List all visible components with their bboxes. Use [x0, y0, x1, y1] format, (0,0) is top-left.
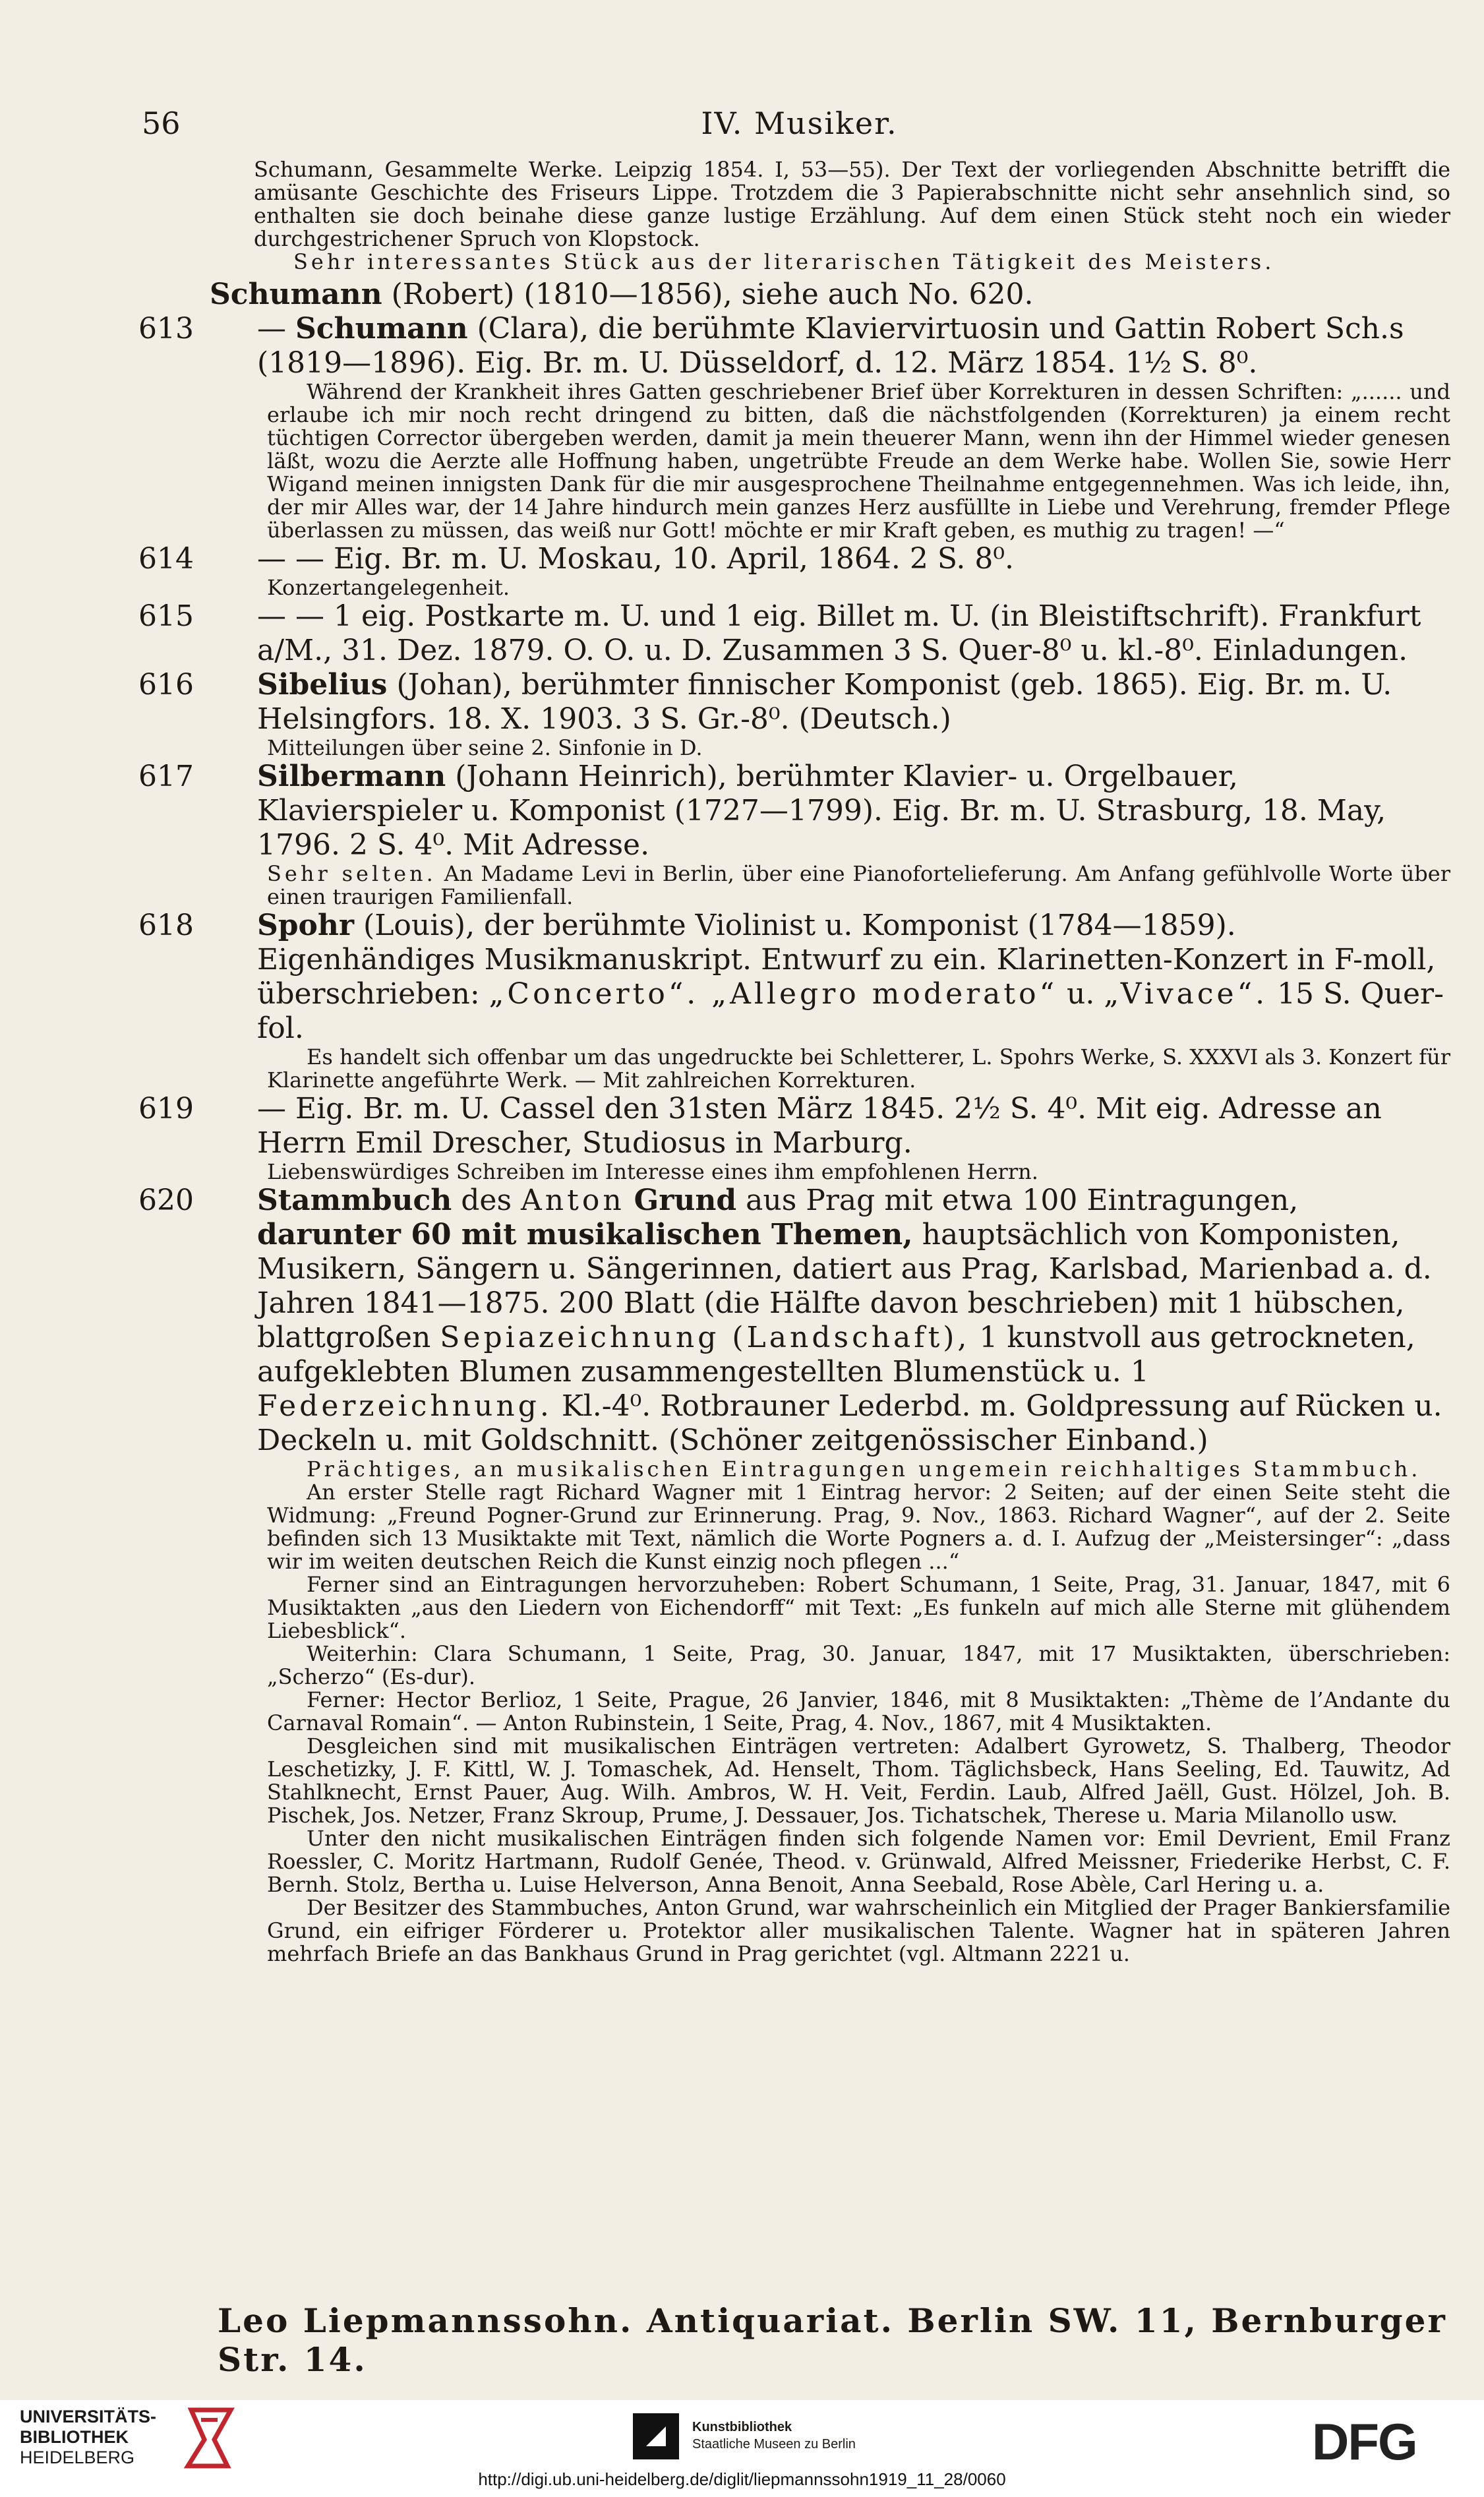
entry-number: 618	[138, 909, 194, 942]
entry-spaced: Sepiazeichnung (Landschaft),	[440, 1321, 970, 1354]
page-number: 56	[142, 105, 181, 141]
entry-name: Sibelius	[257, 668, 388, 702]
library-emblem-icon	[178, 2407, 237, 2469]
entry-617	[138, 760, 1457, 862]
entry-text	[625, 1184, 634, 1217]
entry-text: 1 kunstvoll aus getrockneten, aufgeklebten Blumen zusammengestellten Blumenstück u. 1	[257, 1321, 1415, 1389]
entry-620-note: Unter den nicht musikalischen Einträgen finden sich folgende Namen vor: Emil Devrient, Emil Franz Roessler, C. Moritz Hartmann, Rudolf Genée, Theod. v. Grünwald, Alfred Meissner, Friederike Herbst, C. F. Bernh. Stolz, Bertha u. Luise Helverson, Anna Benoit, Anna Seebald, Rose Abèle, Carl Hering u. a.	[267, 1826, 1450, 1897]
entry-614-note: Konzertangelegenheit.	[267, 575, 510, 600]
entry-number: 615	[138, 599, 194, 633]
entry-618-note: Es handelt sich offenbar um das ungedruckte bei Schletterer, L. Spohrs Werke, S. XXXVI als 3. Konzert für Klarinette angeführte Werk. — Mit zahlreichen Korrekturen.	[267, 1044, 1450, 1093]
entry-spaced-2: „Vivace“.	[1104, 977, 1268, 1011]
entry-lead: —	[257, 312, 295, 346]
entry-spaced-1: „Concerto“. „Allegro moderato“	[489, 977, 1058, 1011]
entry-text: — Eig. Br. m. U. Cassel den 31sten März 1845. 2½ S. 4⁰. Mit eig. Adresse an Herrn Emil Drescher, Studiosus in Marburg.	[257, 1092, 1382, 1160]
entry-name: Stammbuch	[257, 1184, 452, 1217]
entry-text: Kl.-4⁰. Rotbrauner Lederbd. m. Goldpressung auf Rücken u. Deckeln u. mit Goldschnitt. (Schöner zeitgenössischer Einband.)	[257, 1389, 1442, 1457]
publisher-footer: Leo Liepmannssohn. Antiquariat. Berlin SW. 11, Bernburger Str. 14.	[218, 2301, 1447, 2379]
entry-name: Spohr	[257, 909, 355, 942]
entry-620-note: An erster Stelle ragt Richard Wagner mit 1 Eintrag hervor: 2 Seiten; auf der einen Seite steht die Widmung: „Freund Pogner-Grund zur Erinnerung. Prag, 9. Nov., 1863. Richard Wagner“, auf der 2. Seite befinden sich 13 Musiktakte mit Text, nämlich die Worte Pogners a. d. I. Aufzug der „Meistersinger“: „dass wir im weiten deutschen Reich die Kunst einzig noch pflegen ...“	[267, 1480, 1450, 1574]
entry-text: (Johann Heinrich), berühmter Klavier- u. Orgelbauer, Klavierspieler u. Komponist (1727—1799). Eig. Br. m. U. Strasburg, 18. May, 1796. 2 S. 4⁰. Mit Adresse.	[257, 760, 1386, 862]
entry-text: (Louis), der berühmte Violinist u. Komponist (1784—1859). Eigenhändiges Musikmanuskript. Entwurf zu ein. Klarinetten-Konzert in F-moll, überschrieben:	[257, 909, 1436, 1011]
entry-number: 619	[138, 1092, 194, 1126]
crossref-schumann-robert	[138, 278, 1457, 312]
entry-spaced: Anton	[521, 1184, 625, 1217]
entry-text-mid: u.	[1057, 977, 1104, 1011]
entry-bold: darunter 60 mit musikalischen Themen,	[257, 1218, 913, 1251]
entry-620-note: Ferner sind an Eintragungen hervorzuheben: Robert Schumann, 1 Seite, Prag, 31. Januar, 1847, mit 6 Musiktakten „aus den Liedern von Eichendorff“ mit Text: „Es funkeln auf mich alle Sterne mit glühendem Liebesblick“.	[267, 1572, 1450, 1643]
kb-line: Staatliche Museen zu Berlin	[692, 2437, 856, 2452]
intro-remark: Sehr interessantes Stück aus der literarischen Tätigkeit des Meisters.	[293, 249, 1275, 274]
kunstbibliothek-icon	[633, 2413, 679, 2459]
entry-613-note: Während der Krankheit ihres Gatten geschriebener Brief über Korrekturen in dessen Schriften: „...... und erlaube ich mir noch recht dringend zu bitten, daß die nächstfolgenden (Korrekturen) ja einem recht tüchtigen Corrector übergeben werden, damit ja mein theuerer Mann, wenn ihn der Himmel wieder genesen läßt, wozu die Aerzte alle Hoffnung haben, ungetrübte Freude an dem Werke habe. Wollen Sie, sowie Herr Wigand meinen innigsten Dank für die mir ausgesprochene Theilnahme entgegennehmen. Was ich leide, ihn, der mir Alles war, der 14 Jahre hindurch mein ganzes Herz ausfüllte in Liebe und Verehrung, fremder Pflege überlassen zu müssen, das weiß nur Gott! möchte er mir Kraft geben, es muthig zu tragen! —“	[267, 379, 1450, 543]
source-url-link[interactable]: http://digi.ub.uni-heidelberg.de/diglit/liepmannssohn1919_11_28/0060	[478, 2469, 1006, 2489]
entry-616	[138, 668, 1457, 737]
dfg-logo: DFG	[1312, 2413, 1417, 2471]
entry-number: 617	[138, 760, 194, 793]
entry-text: hauptsächlich von Komponisten, Musikern, Sängern u. Sängerinnen, datiert aus Prag, Karlsbad, Marienbad a. d. Jahren 1841—1875. 200 Blatt (die Hälfte davon beschrieben) mit 1 hübschen, blattgroßen	[257, 1218, 1432, 1354]
entry-615	[138, 599, 1457, 668]
entry-name: Silbermann	[257, 760, 446, 793]
kb-line: Kunstbibliothek	[692, 2420, 792, 2434]
entry-text: (Clara), die berühmte Klaviervirtuosin und Gattin Robert Sch.s (1819—1896). Eig. Br. m. U. Düsseldorf, d. 12. März 1854. 1½ S. 8⁰.	[257, 312, 1404, 380]
kunstbibliothek-text	[692, 2419, 856, 2453]
entry-text: — — 1 eig. Postkarte m. U. und 1 eig. Billet m. U. (in Bleistiftschrift). Frankfurt a/M., 31. Dez. 1879. O. O. u. D. Zusammen 3 S. Quer-8⁰ u. kl.-8⁰. Einladungen.	[257, 599, 1421, 667]
entry-614	[138, 542, 1457, 576]
crossref-name: Schumann	[210, 278, 382, 311]
entry-620-note: Ferner: Hector Berlioz, 1 Seite, Prague, 26 Janvier, 1846, mit 8 Musiktakten: „Thème de l’Andante du Carnaval Romain“. — Anton Rubinstein, 1 Seite, Prag, 4. Nov., 1867, mit 4 Musiktakten.	[267, 1687, 1450, 1735]
crossref-text: (Robert) (1810—1856), siehe auch No. 620.	[382, 278, 1034, 311]
note-text: An Madame Levi in Berlin, über eine Pianofortelieferung. Am Anfang gefühlvolle Worte über einen traurigen Familienfall.	[267, 861, 1451, 909]
entry-620-note: Weiterhin: Clara Schumann, 1 Seite, Prag, 30. Januar, 1847, mit 17 Musiktakten, überschrieben: „Scherzo“ (Es-dur).	[267, 1641, 1450, 1689]
entry-text: (Johan), berühmter finnischer Komponist (geb. 1865). Eig. Br. m. U. Helsingfors. 18. X. 1903. 3 S. Gr.-8⁰. (Deutsch.)	[257, 668, 1392, 736]
entry-616-note: Mitteilungen über seine 2. Sinfonie in D.	[267, 735, 703, 760]
entry-620-note: Desgleichen sind mit musikalischen Einträgen vertreten: Adalbert Gyrowetz, S. Thalberg, Theodor Leschetizky, J. F. Kittl, W. J. Tomaschek, Ad. Henselt, Thom. Täglichsbeck, Hans Seeling, Ed. Tauwitz, Ad Stahlknecht, Ernst Pauer, Aug. Wilh. Ambros, W. H. Veit, Ferdin. Laub, Alfred Jaëll, Gust. Hölzel, Joh. B. Pischek, Jos. Netzer, Franz Skroup, Prume, J. Dessauer, Jos. Tichatschek, Therese u. Maria Milanollo usw.	[267, 1733, 1450, 1828]
entry-619-note: Liebenswürdiges Schreiben im Interesse eines ihm empfohlenen Herrn.	[267, 1159, 1038, 1184]
university-library-logo	[20, 2407, 156, 2468]
entry-613	[138, 312, 1457, 380]
entry-618	[138, 909, 1457, 1046]
uni-logo-line: HEIDELBERG	[20, 2448, 135, 2467]
catalog-content	[138, 158, 1457, 1966]
entry-number: 620	[138, 1184, 194, 1217]
entry-spaced: Federzeichnung.	[257, 1389, 552, 1423]
entry-bold: Grund	[634, 1184, 737, 1217]
entry-text: — — Eig. Br. m. U. Moskau, 10. April, 1864. 2 S. 8⁰.	[257, 542, 1014, 576]
entry-617-note	[138, 862, 1457, 909]
entry-number: 614	[138, 542, 194, 576]
entry-number: 616	[138, 668, 194, 702]
entry-620-note: Prächtiges, an musikalischen Eintragungen ungemein reichhaltiges Stammbuch.	[307, 1457, 1421, 1482]
entry-text: aus Prag mit etwa 100 Eintragungen,	[736, 1184, 1299, 1217]
page-header	[142, 105, 1457, 152]
entry-620	[138, 1184, 1457, 1458]
entry-name: Schumann	[295, 312, 468, 346]
entry-number: 613	[138, 312, 194, 346]
page-title: IV. Musiker.	[701, 105, 898, 141]
note-emphasis: Sehr selten.	[267, 861, 436, 886]
intro-note: Schumann, Gesammelte Werke. Leipzig 1854. I, 53—55). Der Text der vorliegenden Abschnitte betrifft die amüsante Geschichte des Friseurs Lippe. Trotzdem die 3 Papierabschnitte nicht sehr ansehnlich sind, so enthalten sie doch beinahe diese ganze lustige Erzählung. Auf dem einen Stück steht noch ein wieder durchgestrichener Spruch von Klopstock.	[254, 157, 1450, 251]
entry-620-note: Der Besitzer des Stammbuches, Anton Grund, war wahrscheinlich ein Mitglied der Prager Bankiersfamilie Grund, ein eifriger Förderer u. Protektor aller musikalischen Talente. Wagner hat in späteren Jahren mehrfach Briefe an das Bankhaus Grund in Prag gerichtet (vgl. Altmann 2221 u.	[267, 1895, 1450, 1966]
entry-text: des	[452, 1184, 521, 1217]
entry-619	[138, 1092, 1457, 1160]
uni-logo-line: UNIVERSITÄTS-	[20, 2407, 157, 2426]
entry-text-tail: 15 S. Quer-fol.	[257, 977, 1444, 1045]
uni-logo-line: BIBLIOTHEK	[20, 2427, 129, 2447]
digitization-bar	[0, 2400, 1484, 2497]
